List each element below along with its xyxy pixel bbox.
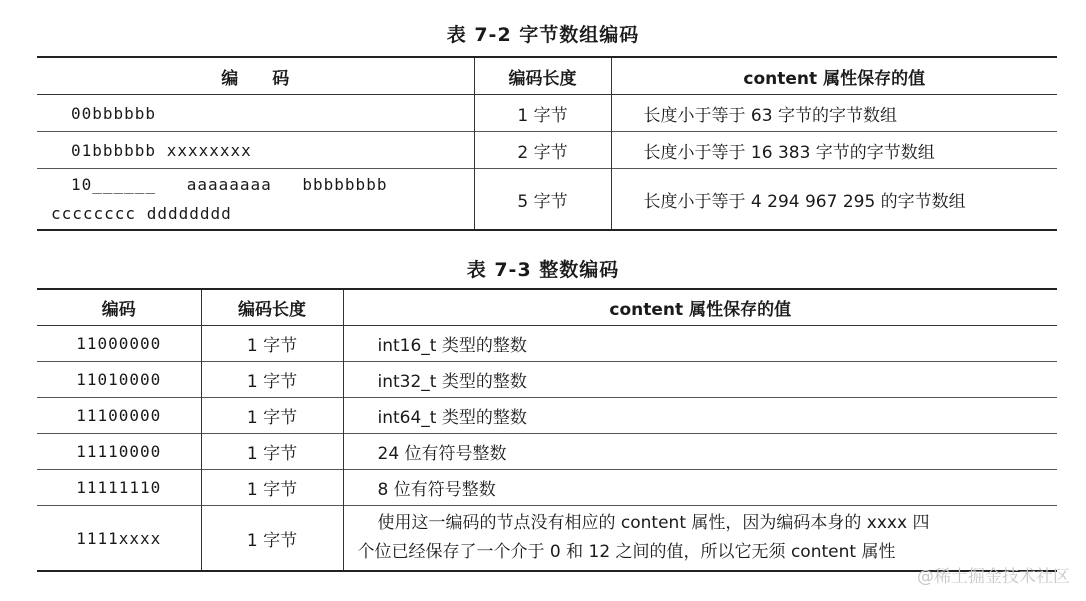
value-cell: int16_t 类型的整数 bbox=[343, 326, 1057, 362]
encoding-cell: 11111110 bbox=[37, 470, 201, 506]
value-cell: 长度小于等于 16 383 字节的字节数组 bbox=[611, 132, 1057, 169]
encoding-cell: 11100000 bbox=[37, 398, 201, 434]
encoding-cell bbox=[37, 169, 474, 231]
value-cell: 8 位有符号整数 bbox=[343, 470, 1057, 506]
length-cell: 1 字节 bbox=[201, 470, 343, 506]
value-cell: 长度小于等于 63 字节的字节数组 bbox=[611, 95, 1057, 132]
table-row bbox=[37, 362, 1057, 398]
value-line-1: 使用这一编码的节点没有相应的 content 属性，因为编码本身的 xxxx 四 bbox=[377, 513, 930, 533]
length-cell: 2 字节 bbox=[474, 132, 611, 169]
table-header-row bbox=[37, 57, 1057, 95]
value-line-2: 个位已经保存了一个介于 0 和 12 之间的值，所以它无须 content 属性 bbox=[357, 542, 896, 562]
encoding-cell: 01bbbbbb xxxxxxxx bbox=[37, 132, 474, 169]
table-row bbox=[37, 95, 1057, 132]
header-encoding: 编 码 bbox=[37, 57, 474, 95]
byte-array-encoding-table bbox=[37, 56, 1057, 231]
length-cell: 1 字节 bbox=[201, 506, 343, 572]
encoding-line-1: 10______ aaaaaaaa bbbbbbbb bbox=[71, 175, 388, 194]
encoding-cell: 1111xxxx bbox=[37, 506, 201, 572]
encoding-cell: 11000000 bbox=[37, 326, 201, 362]
length-cell: 1 字节 bbox=[474, 95, 611, 132]
value-cell: 长度小于等于 4 294 967 295 的字节数组 bbox=[611, 169, 1057, 231]
length-cell: 1 字节 bbox=[201, 434, 343, 470]
integer-encoding-table bbox=[37, 288, 1057, 572]
header-length: 编码长度 bbox=[201, 289, 343, 326]
value-cell: int32_t 类型的整数 bbox=[343, 362, 1057, 398]
length-cell: 1 字节 bbox=[201, 326, 343, 362]
header-content-value: content 属性保存的值 bbox=[611, 57, 1057, 95]
table-row bbox=[37, 169, 1057, 231]
table-row bbox=[37, 132, 1057, 169]
table-row bbox=[37, 398, 1057, 434]
table-7-2-caption: 表 7-2 字节数组编码 bbox=[446, 24, 640, 46]
length-cell: 5 字节 bbox=[474, 169, 611, 231]
watermark: @稀土掘金技术社区 bbox=[917, 567, 1070, 587]
encoding-cell: 11010000 bbox=[37, 362, 201, 398]
value-cell: int64_t 类型的整数 bbox=[343, 398, 1057, 434]
table-7-3-caption: 表 7-3 整数编码 bbox=[466, 259, 620, 281]
header-content-value: content 属性保存的值 bbox=[343, 289, 1057, 326]
table-row bbox=[37, 506, 1057, 572]
encoding-cell: 00bbbbbb bbox=[37, 95, 474, 132]
value-cell: 24 位有符号整数 bbox=[343, 434, 1057, 470]
table-row bbox=[37, 470, 1057, 506]
table-header-row bbox=[37, 289, 1057, 326]
encoding-line-2: cccccccc dddddddd bbox=[51, 204, 232, 223]
header-encoding: 编码 bbox=[37, 289, 201, 326]
length-cell: 1 字节 bbox=[201, 398, 343, 434]
table-row bbox=[37, 326, 1057, 362]
table-row bbox=[37, 434, 1057, 470]
encoding-cell: 11110000 bbox=[37, 434, 201, 470]
length-cell: 1 字节 bbox=[201, 362, 343, 398]
header-length: 编码长度 bbox=[474, 57, 611, 95]
